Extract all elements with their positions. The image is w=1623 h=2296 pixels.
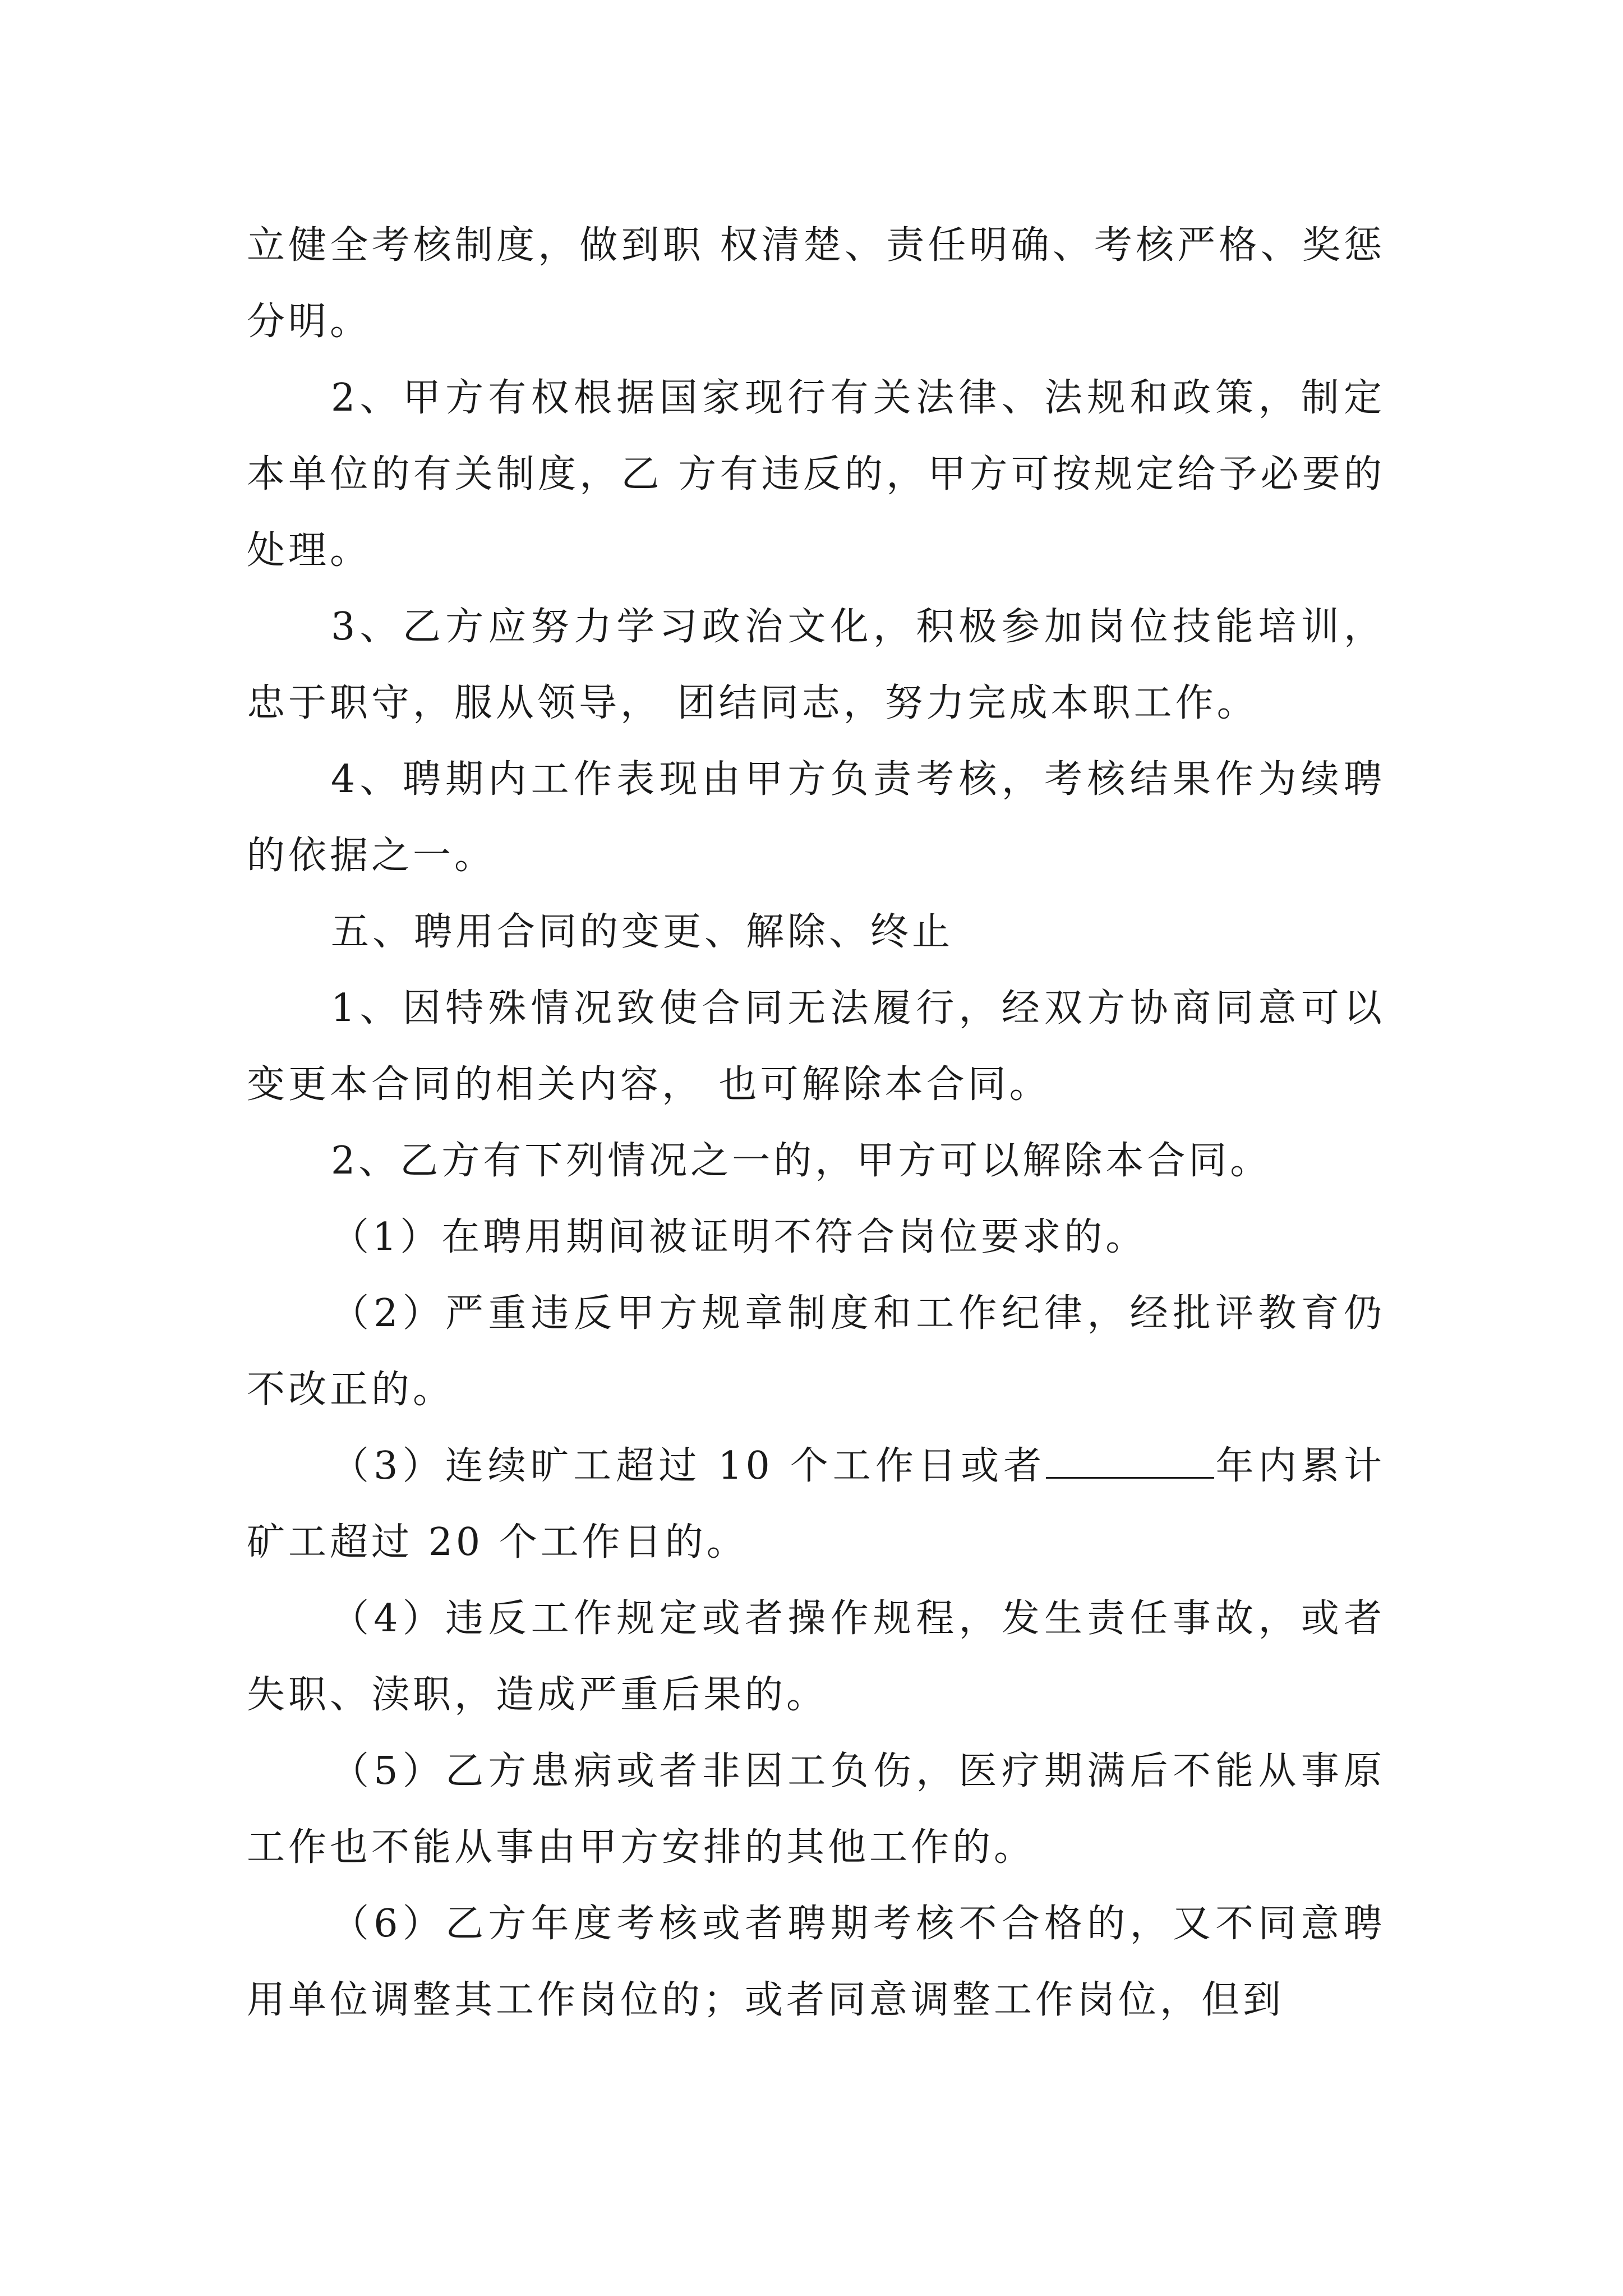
paragraph-clause-2: 2、甲方有权根据国家现行有关法律、法规和政策，制定本单位的有关制度，乙 方有违反的，甲方可按规定给予必要的处理。	[247, 376, 1385, 573]
paragraph-5-1: 1、因特殊情况致使合同无法履行，经双方协商同意可以变更本合同的相关内容， 也可解除本合同。	[247, 986, 1385, 1107]
item-3-text-after: 年内累计矿工超过 20 个工作日的。	[247, 1444, 1385, 1565]
item-3-text-before: （3）连续旷工超过 10 个工作日或者	[331, 1444, 1046, 1488]
item-6: （6）乙方年度考核或者聘期考核不合格的，又不同意聘用单位调整其工作岗位的；或者同意调整工作岗位，但到	[247, 1902, 1385, 2022]
fill-in-blank	[1046, 1448, 1214, 1479]
item-5: （5）乙方患病或者非因工负伤，医疗期满后不能从事原工作也不能从事由甲方安排的其他工作的。	[247, 1749, 1385, 1870]
section-heading-5: 五、聘用合同的变更、解除、终止	[331, 910, 954, 954]
item-3	[247, 1428, 1385, 1581]
paragraph-clause-4: 4、聘期内工作表现由甲方负责考核，考核结果作为续聘的依据之一。	[247, 757, 1385, 878]
contract-body	[247, 208, 1385, 2039]
item-1: （1）在聘用期间被证明不符合岗位要求的。	[331, 1215, 1147, 1259]
item-4: （4）违反工作规定或者操作规程，发生责任事故，或者失职、渎职，造成严重后果的。	[247, 1596, 1385, 1717]
item-2: （2）严重违反甲方规章制度和工作纪律，经批评教育仍不改正的。	[247, 1291, 1385, 1412]
paragraph-continued: 立健全考核制度，做到职 权清楚、责任明确、考核严格、奖惩分明。	[247, 223, 1385, 344]
paragraph-clause-3: 3、乙方应努力学习政治文化，积极参加岗位技能培训，忠于职守，服从领导， 团结同志，努力完成本职工作。	[247, 605, 1385, 725]
paragraph-5-2: 2、乙方有下列情况之一的，甲方可以解除本合同。	[331, 1139, 1272, 1183]
